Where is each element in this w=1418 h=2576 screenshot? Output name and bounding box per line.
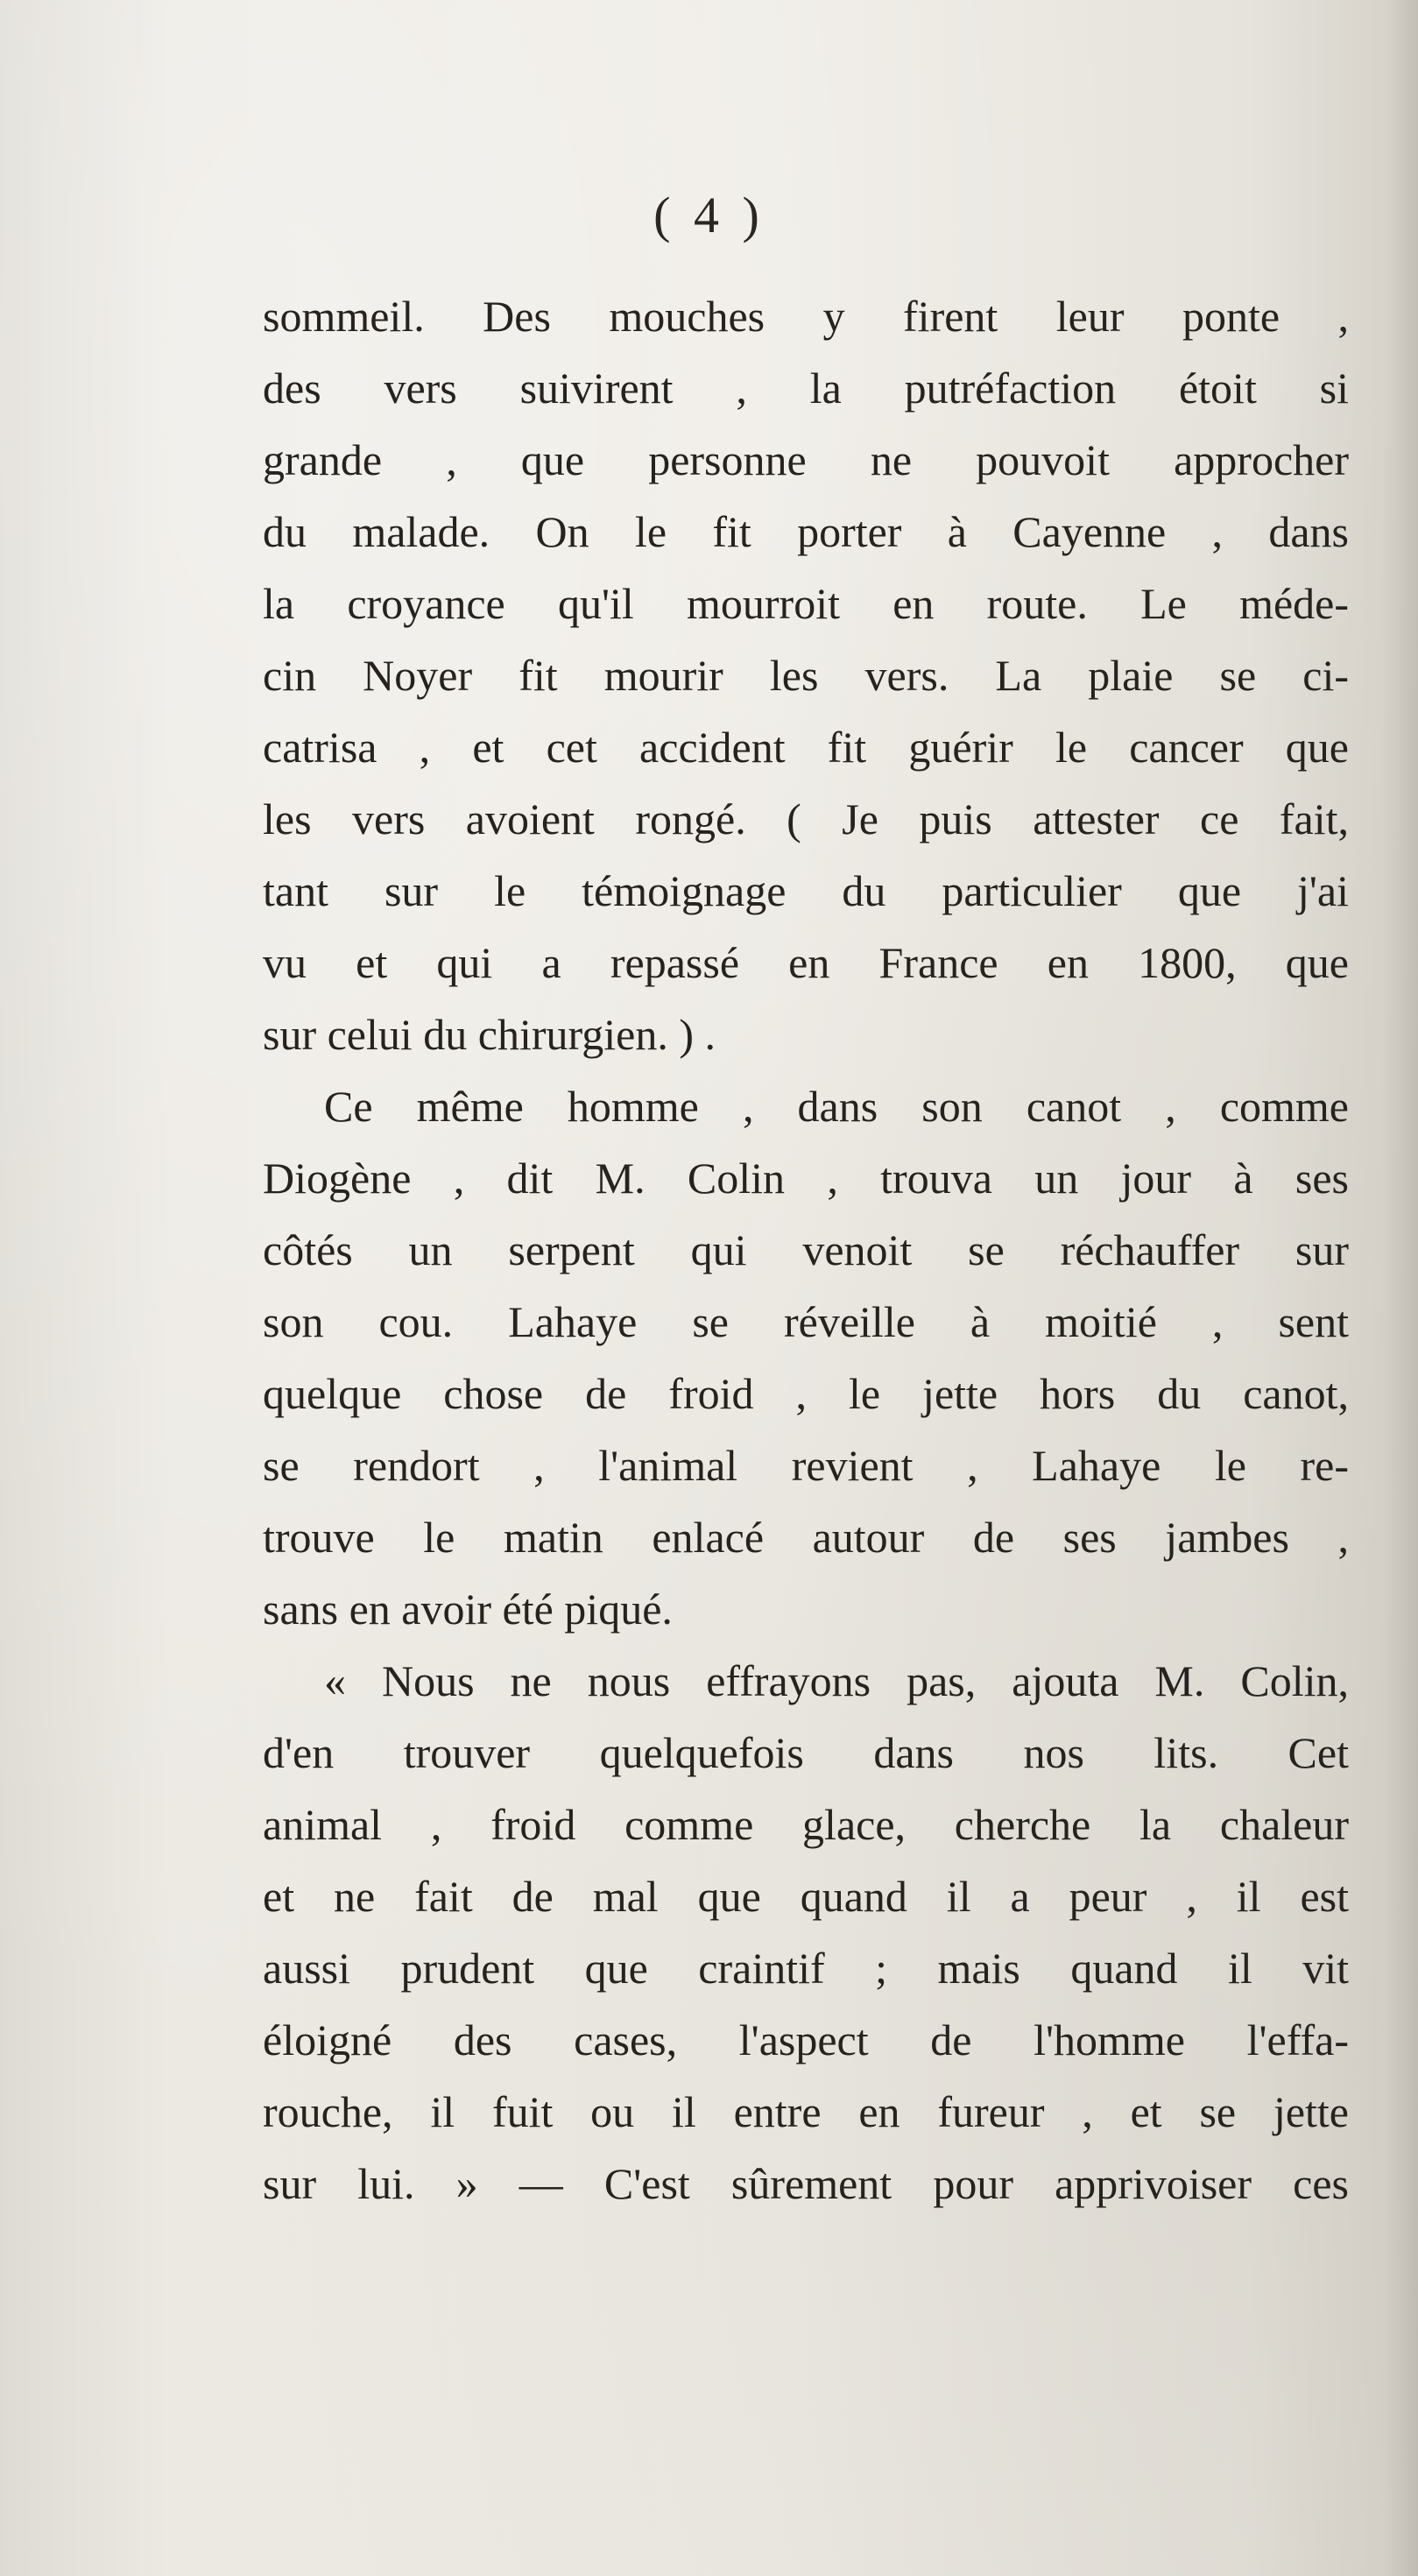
text-line: son cou. Lahaye se réveille à moitié , sent [263,1297,1349,1346]
body-text [263,280,1349,2220]
text-line: éloigné des cases, l'aspect de l'homme l'effa- [263,2015,1349,2064]
text-line: vu et qui a repassé en France en 1800, que [263,938,1349,987]
text-line: rouche, il fuit ou il entre en fureur , et se jette [263,2087,1349,2136]
text-line: côtés un serpent qui venoit se réchauffer sur [263,1225,1349,1274]
text-line: cin Noyer fit mourir les vers. La plaie se ci- [263,651,1349,700]
text-line: aussi prudent que craintif ; mais quand il vit [263,1944,1349,1993]
text-line: du malade. On le fit porter à Cayenne , dans [263,507,1349,556]
page-edge-shadow [1383,0,1418,2576]
text-line: sommeil. Des mouches y firent leur ponte , [263,292,1349,341]
text-line: sans en avoir été piqué. [263,1584,673,1634]
text-line: sur celui du chirurgien. ) . [263,1010,716,1059]
text-line: catrisa , et cet accident fit guérir le cancer que [263,723,1349,772]
text-line: trouve le matin enlacé autour de ses jambes , [263,1513,1349,1562]
text-line: et ne fait de mal que quand il a peur , il est [263,1872,1349,1921]
text-line: Ce même homme , dans son canot , comme [324,1082,1349,1131]
text-line: grande , que personne ne pouvoit approcher [263,435,1349,484]
text-line: Diogène , dit M. Colin , trouva un jour à ses [263,1154,1349,1203]
page-number: ( 4 ) [653,187,765,243]
text-line: des vers suivirent , la putréfaction étoit si [263,363,1349,413]
text-line: « Nous ne nous effrayons pas, ajouta M. Colin, [324,1656,1349,1705]
text-line: d'en trouver quelquefois dans nos lits. Cet [263,1728,1349,1777]
text-line: sur lui. » — C'est sûrement pour apprivoiser ces [263,2159,1349,2208]
text-line: la croyance qu'il mourroit en route. Le méde- [263,579,1349,628]
text-line: animal , froid comme glace, cherche la chaleur [263,1800,1349,1849]
text-line: les vers avoient rongé. ( Je puis attester ce fait, [263,794,1349,843]
text-line: se rendort , l'animal revient , Lahaye le re- [263,1441,1349,1490]
text-line: quelque chose de froid , le jette hors du canot, [263,1369,1349,1418]
text-line: tant sur le témoignage du particulier que j'ai [263,866,1349,915]
